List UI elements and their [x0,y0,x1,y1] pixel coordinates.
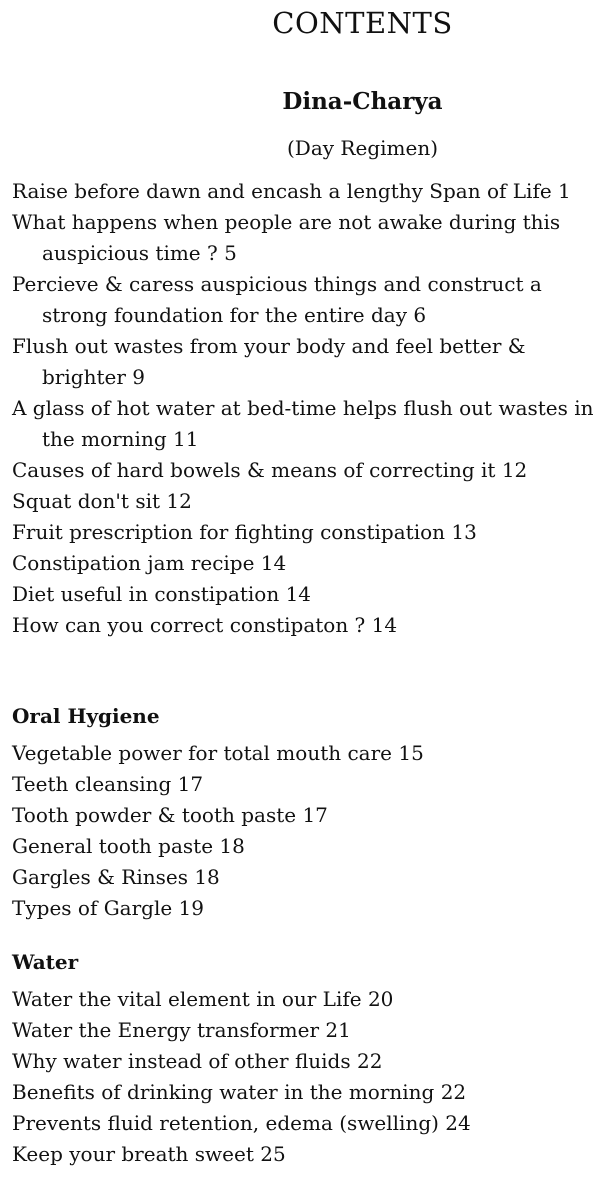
toc-entry: Tooth powder & tooth paste 17 [12,803,328,827]
toc-entry: Why water instead of other fluids 22 [12,1049,383,1073]
section3-entries [12,984,596,1170]
toc-entry: Diet useful in constipation 14 [12,582,312,606]
page-title: CONTENTS [272,6,453,40]
toc-entry: Benefits of drinking water in the morning 22 [12,1080,467,1104]
toc-entry: Gargles & Rinses 18 [12,865,220,889]
section-heading-dina-charya: Dina-Charya [282,88,443,115]
toc-entry: Causes of hard bowels & means of correcting it 12 [12,458,528,482]
toc-entry: Water the vital element in our Life 20 [12,987,394,1011]
toc-entry: Percieve & caress auspicious things and construct a strong foundation for the entire day 6 [12,272,542,327]
toc-entry: How can you correct constipaton ? 14 [12,613,398,637]
section-heading-water: Water [12,950,79,974]
toc-entry: Fruit prescription for fighting constipation 13 [12,520,477,544]
toc-entry: Constipation jam recipe 14 [12,551,287,575]
toc-entry: A glass of hot water at bed-time helps flush out wastes in the morning 11 [12,396,594,451]
toc-entry: Raise before dawn and encash a lengthy Span of Life 1 [12,179,571,203]
toc-entry: General tooth paste 18 [12,834,245,858]
toc-entry: Vegetable power for total mouth care 15 [12,741,424,765]
section1-entries [12,176,596,641]
toc-entry: Water the Energy transformer 21 [12,1018,351,1042]
toc-entry: Teeth cleansing 17 [12,772,204,796]
toc-entry: Keep your breath sweet 25 [12,1142,286,1166]
section2-entries [12,738,596,924]
toc-entry: Types of Gargle 19 [12,896,205,920]
section-heading-oral-hygiene: Oral Hygiene [12,704,160,728]
toc-entry: Prevents fluid retention, edema (swelling) 24 [12,1111,471,1135]
toc-entry: Flush out wastes from your body and feel better & brighter 9 [12,334,526,389]
toc-entry: Squat don't sit 12 [12,489,192,513]
section-subheading-day-regimen: (Day Regimen) [287,136,438,160]
toc-entry: What happens when people are not awake during this auspicious time ? 5 [12,210,561,265]
